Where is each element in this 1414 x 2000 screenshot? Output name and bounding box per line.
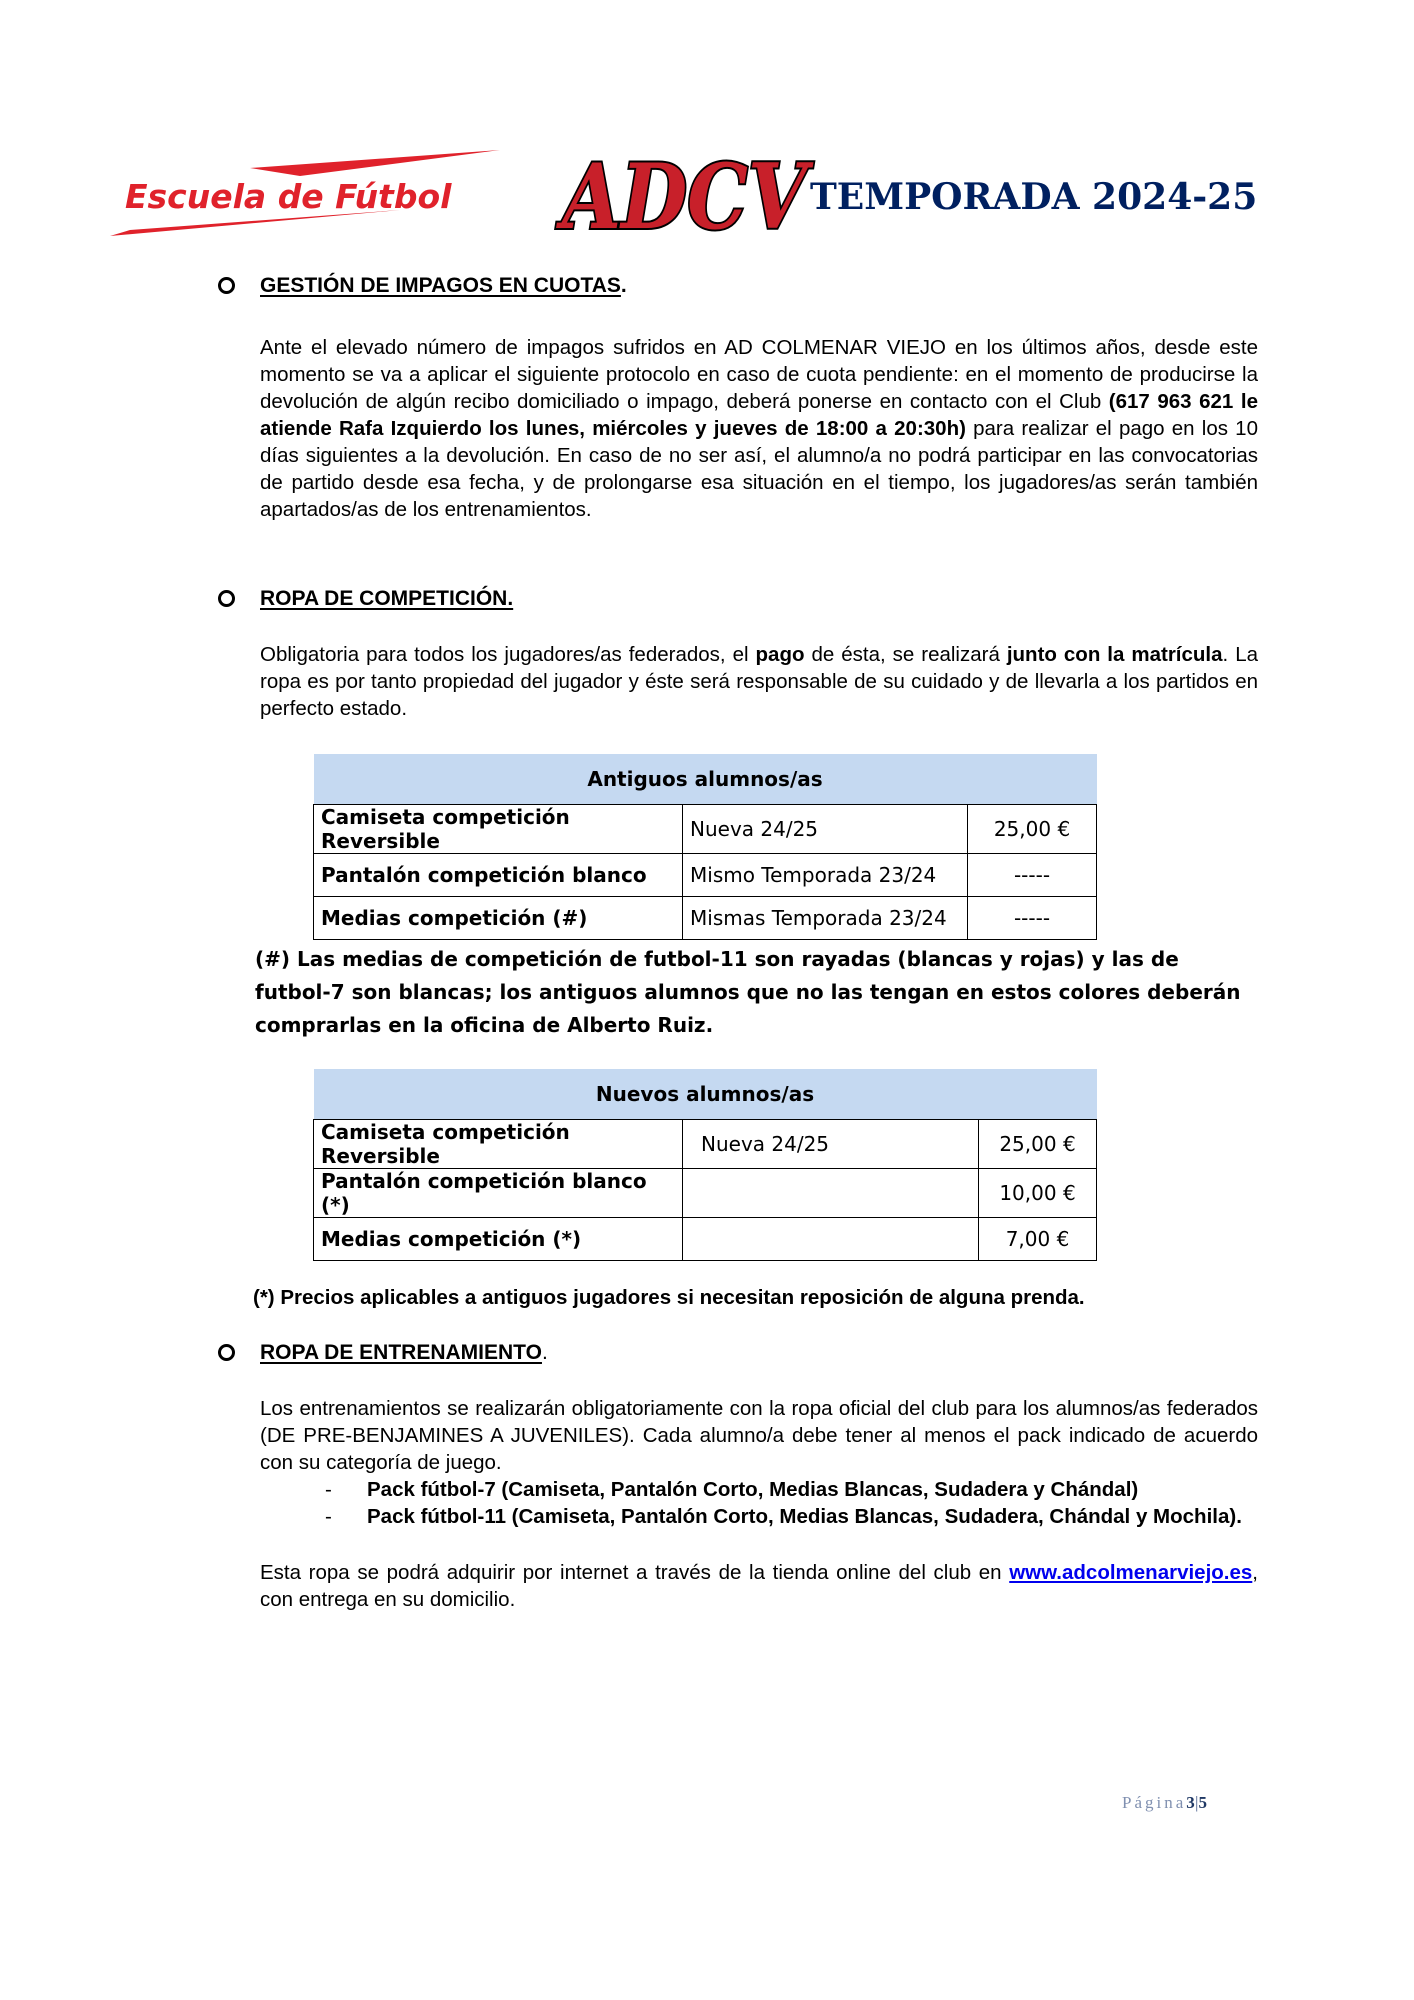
table-row: Camiseta competición Reversible Nueva 24/25 25,00 €: [314, 805, 1097, 854]
school-logo: [100, 140, 500, 250]
club-website-link[interactable]: www.adcolmenarviejo.es: [1009, 1561, 1253, 1584]
pack-list: [325, 1476, 1258, 1530]
club-logo-text: ADCV: [555, 144, 814, 250]
table-row: Pantalón competición blanco (*) 10,00 €: [314, 1169, 1097, 1218]
table-nuevos-alumnos: [313, 1069, 1097, 1261]
section-title: GESTIÓN DE IMPAGOS EN CUOTAS: [260, 274, 621, 297]
list-item: - Pack fútbol-7 (Camiseta, Pantalón Corto, Medias Blancas, Sudadera y Chándal): [325, 1478, 1139, 1501]
school-logo-text: Escuela de Fútbol: [125, 177, 452, 216]
section-title: ROPA DE ENTRENAMIENTO: [260, 1341, 542, 1364]
club-logo: [555, 144, 818, 250]
circle-bullet-icon: [218, 1344, 235, 1361]
page-header: [0, 0, 1414, 260]
page-number: Página3|5: [1122, 1793, 1208, 1812]
medias-note: (#) Las medias de competición de futbol-11 son rayadas (blancas y rojas) y las de futbol-7 son blancas; los antiguos alumnos que no las tengan en estos colores deberán comprarlas en la oficina de Alberto Ruiz.: [255, 947, 1241, 1037]
section-title: ROPA DE COMPETICIÓN.: [260, 587, 514, 610]
list-item: - Pack fútbol-11 (Camiseta, Pantalón Corto, Medias Blancas, Sudadera, Chándal y Mochila).: [325, 1505, 1242, 1528]
circle-bullet-icon: [218, 277, 235, 294]
ropa-competicion-paragraph: Obligatoria para todos los jugadores/as federados, el pago de ésta, se realizará junto con la matrícula. La ropa es por tanto propiedad del jugador y éste será responsable de su cuidado y de llevarla a los partidos en perfecto estado.: [260, 643, 1258, 720]
precios-note: (*) Precios aplicables a antiguos jugadores si necesitan reposición de alguna prenda.: [253, 1286, 1085, 1309]
table-row: Pantalón competición blanco Mismo Temporada 23/24 -----: [314, 854, 1097, 897]
tienda-paragraph: Esta ropa se podrá adquirir por internet a través de la tienda online del club en www.adcolmenarviejo.es, con entrega en su domicilio.: [260, 1561, 1258, 1611]
table-header: Antiguos alumnos/as: [314, 754, 1097, 805]
circle-bullet-icon: [218, 590, 235, 607]
table-antiguos-alumnos: [313, 754, 1097, 940]
table-row: Camiseta competición Reversible Nueva 24/25 25,00 €: [314, 1120, 1097, 1169]
season-title: TEMPORADA 2024-25: [810, 176, 1258, 218]
table-row: Medias competición (#) Mismas Temporada 23/24 -----: [314, 897, 1097, 940]
impagos-paragraph: Ante el elevado número de impagos sufridos en AD COLMENAR VIEJO en los últimos años, desde este momento se va a aplicar el siguiente protocolo en caso de cuota pendiente: en el momento de producirse la devolución de algún recibo domiciliado o impago, deberá ponerse en contacto con el Club (617 963 621 le atiende Rafa Izquierdo los lunes, miércoles y jueves de 18:00 a 20:30h) para realizar el pago en los 10 días siguientes a la devolución. En caso de no ser así, el alumno/a no podrá participar en las convocatorias de partido desde esa fecha, y de prolongarse esa situación en el tiempo, los jugadores/as serán también apartados/as de los entrenamientos.: [260, 336, 1258, 521]
table-header: Nuevos alumnos/as: [314, 1069, 1097, 1120]
table-row: Medias competición (*) 7,00 €: [314, 1218, 1097, 1261]
ropa-entrenamiento-paragraph: Los entrenamientos se realizarán obligatoriamente con la ropa oficial del club para los alumnos/as federados (DE PRE-BENJAMINES A JUVENILES). Cada alumno/a debe tener al menos el pack indicado de acuerdo con su categoría de juego.: [260, 1397, 1258, 1474]
